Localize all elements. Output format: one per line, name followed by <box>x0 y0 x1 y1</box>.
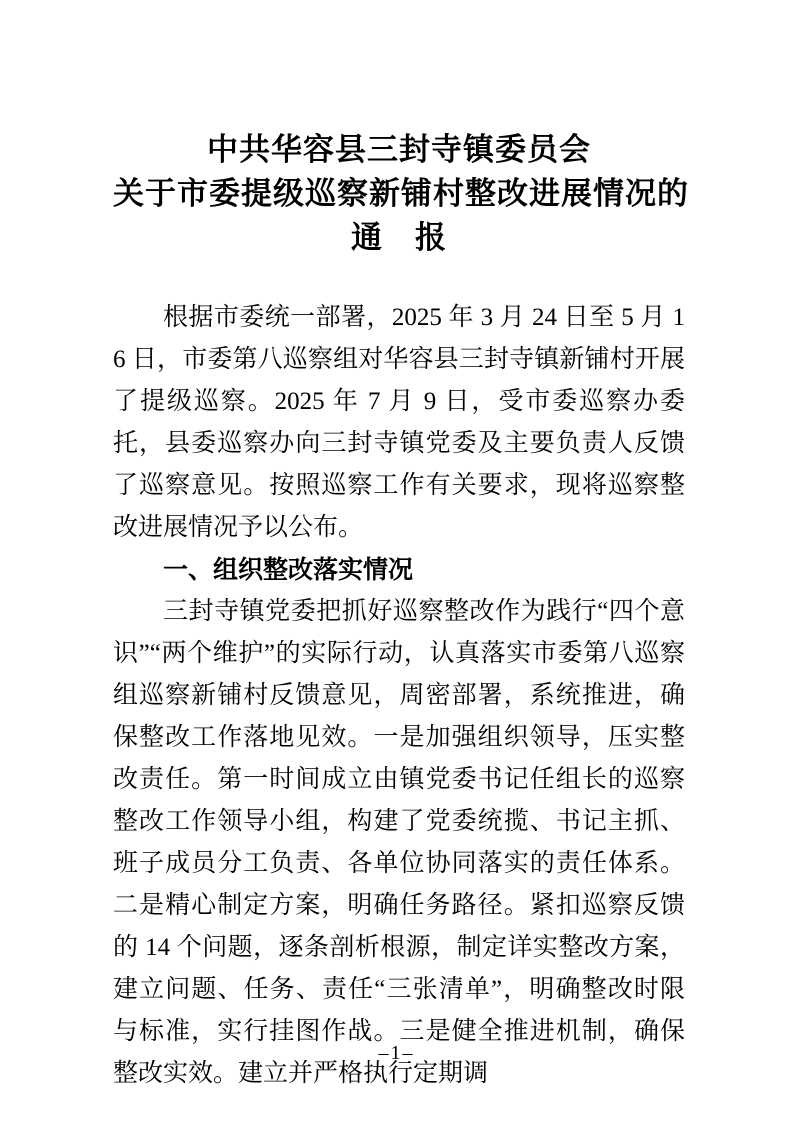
document-body <box>113 297 685 1095</box>
title-line-1: 中共华容县三封寺镇委员会 <box>207 132 591 167</box>
title-line-3: 通 报 <box>351 220 447 255</box>
paragraph-intro: 根据市委统一部署，2025 年 3 月 24 日至 5 月 16 日，市委第八巡察组对华容县三封寺镇新铺村开展了提级巡察。2025 年 7 月 9 日，受市委巡察办委托，县委巡察办向三封寺镇党委及主要负责人反馈了巡察意见。按照巡察工作有关要求，现将巡察整改进展情况予以公布。 <box>113 304 685 541</box>
document-content <box>113 128 689 1095</box>
document-title <box>113 128 689 260</box>
page-number: –1– <box>378 1042 415 1064</box>
section-heading-1: 一、组织整改落实情况 <box>163 556 414 584</box>
paragraph-section-1-body: 三封寺镇党委把抓好巡察整改作为践行“四个意识”“两个维护”的实际行动，认真落实市委第八巡察组巡察新铺村反馈意见，周密部署，系统推进，确保整改工作落地见效。一是加强组织领导，压实整改责任。第一时间成立由镇党委书记任组长的巡察整改工作领导小组，构建了党委统揽、书记主抓、班子成员分工负责、各单位协同落实的责任体系。二是精心制定方案，明确任务路径。紧扣巡察反馈的 14 个问题，逐条剖析根源，制定详实整改方案，建立问题、任务、责任“三张清单”，明确整改时限与标准，实行挂图作战。三是健全推进机制，确保整改实效。建立并严格执行定期调 <box>113 598 685 1087</box>
title-line-2: 关于市委提级巡察新铺村整改进展情况的 <box>113 176 689 211</box>
